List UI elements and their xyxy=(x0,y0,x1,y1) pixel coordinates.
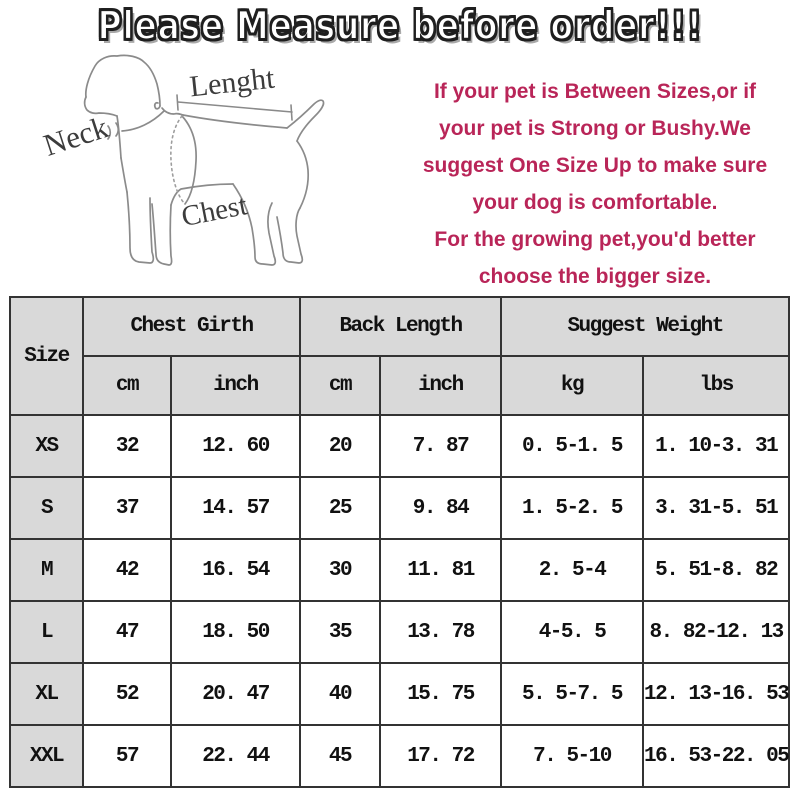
table-cell: 7. 87 xyxy=(380,415,501,477)
table-row-s xyxy=(10,477,789,539)
table-cell: 4-5. 5 xyxy=(501,601,643,663)
table-cell: 9. 84 xyxy=(380,477,501,539)
table-cell: 20 xyxy=(300,415,380,477)
header-back-length: Back Length xyxy=(300,297,501,356)
sizing-advice-text xyxy=(390,73,800,295)
table-cell: 3. 31-5. 51 xyxy=(643,477,789,539)
table-cell: 5. 5-7. 5 xyxy=(501,663,643,725)
table-row-xxl xyxy=(10,725,789,787)
length-label: Lenght xyxy=(188,61,276,104)
page-title: Please Measure before order!!! xyxy=(97,3,703,49)
size-cell: M xyxy=(10,539,83,601)
unit-weight-kg: kg xyxy=(501,356,643,415)
table-cell: 37 xyxy=(83,477,171,539)
table-cell: 22. 44 xyxy=(171,725,300,787)
table-row-xl xyxy=(10,663,789,725)
advice-line: your dog is comfortable. xyxy=(472,191,718,214)
dog-measurement-diagram xyxy=(0,50,400,295)
table-cell: 30 xyxy=(300,539,380,601)
table-cell: 5. 51-8. 82 xyxy=(643,539,789,601)
table-cell: 16. 54 xyxy=(171,539,300,601)
table-cell: 18. 50 xyxy=(171,601,300,663)
table-cell: 16. 53-22. 05 xyxy=(643,725,789,787)
table-cell: 1. 5-2. 5 xyxy=(501,477,643,539)
table-cell: 35 xyxy=(300,601,380,663)
chest-girth-ellipse xyxy=(171,116,196,204)
unit-back-inch: inch xyxy=(380,356,501,415)
header-suggest-weight: Suggest Weight xyxy=(501,297,789,356)
advice-line: If your pet is Between Sizes,or if xyxy=(433,80,757,103)
table-cell: 47 xyxy=(83,601,171,663)
header-size: Size xyxy=(10,297,83,415)
table-cell: 13. 78 xyxy=(380,601,501,663)
advice-line: your pet is Strong or Bushy.We xyxy=(439,117,751,140)
table-cell: 25 xyxy=(300,477,380,539)
unit-back-cm: cm xyxy=(300,356,380,415)
table-cell: 12. 13-16. 53 xyxy=(643,663,789,725)
chest-label: Chest xyxy=(178,189,250,234)
table-cell: 20. 47 xyxy=(171,663,300,725)
table-cell: 14. 57 xyxy=(171,477,300,539)
table-cell: 2. 5-4 xyxy=(501,539,643,601)
title-bar xyxy=(0,0,800,52)
table-cell: 45 xyxy=(300,725,380,787)
table-cell: 42 xyxy=(83,539,171,601)
size-cell: XS xyxy=(10,415,83,477)
table-row-xs xyxy=(10,415,789,477)
unit-chest-inch: inch xyxy=(171,356,300,415)
neck-label: Neck xyxy=(39,109,113,163)
unit-weight-lbs: lbs xyxy=(643,356,789,415)
header-chest-girth: Chest Girth xyxy=(83,297,300,356)
table-cell: 7. 5-10 xyxy=(501,725,643,787)
size-cell: XXL xyxy=(10,725,83,787)
table-cell: 8. 82-12. 13 xyxy=(643,601,789,663)
table-cell: 15. 75 xyxy=(380,663,501,725)
table-cell: 11. 81 xyxy=(380,539,501,601)
unit-chest-cm: cm xyxy=(83,356,171,415)
size-chart-table xyxy=(9,296,790,788)
table-cell: 52 xyxy=(83,663,171,725)
table-cell: 32 xyxy=(83,415,171,477)
size-cell: XL xyxy=(10,663,83,725)
table-cell: 1. 10-3. 31 xyxy=(643,415,789,477)
table-cell: 57 xyxy=(83,725,171,787)
table-cell: 0. 5-1. 5 xyxy=(501,415,643,477)
table-cell: 40 xyxy=(300,663,380,725)
table-row-l xyxy=(10,601,789,663)
advice-line: choose the bigger size. xyxy=(478,265,712,288)
table-row-m xyxy=(10,539,789,601)
table-cell: 17. 72 xyxy=(380,725,501,787)
size-cell: L xyxy=(10,601,83,663)
table-cell: 12. 60 xyxy=(171,415,300,477)
advice-line: suggest One Size Up to make sure xyxy=(422,154,768,177)
advice-line: For the growing pet,you'd better xyxy=(434,228,756,251)
size-cell: S xyxy=(10,477,83,539)
